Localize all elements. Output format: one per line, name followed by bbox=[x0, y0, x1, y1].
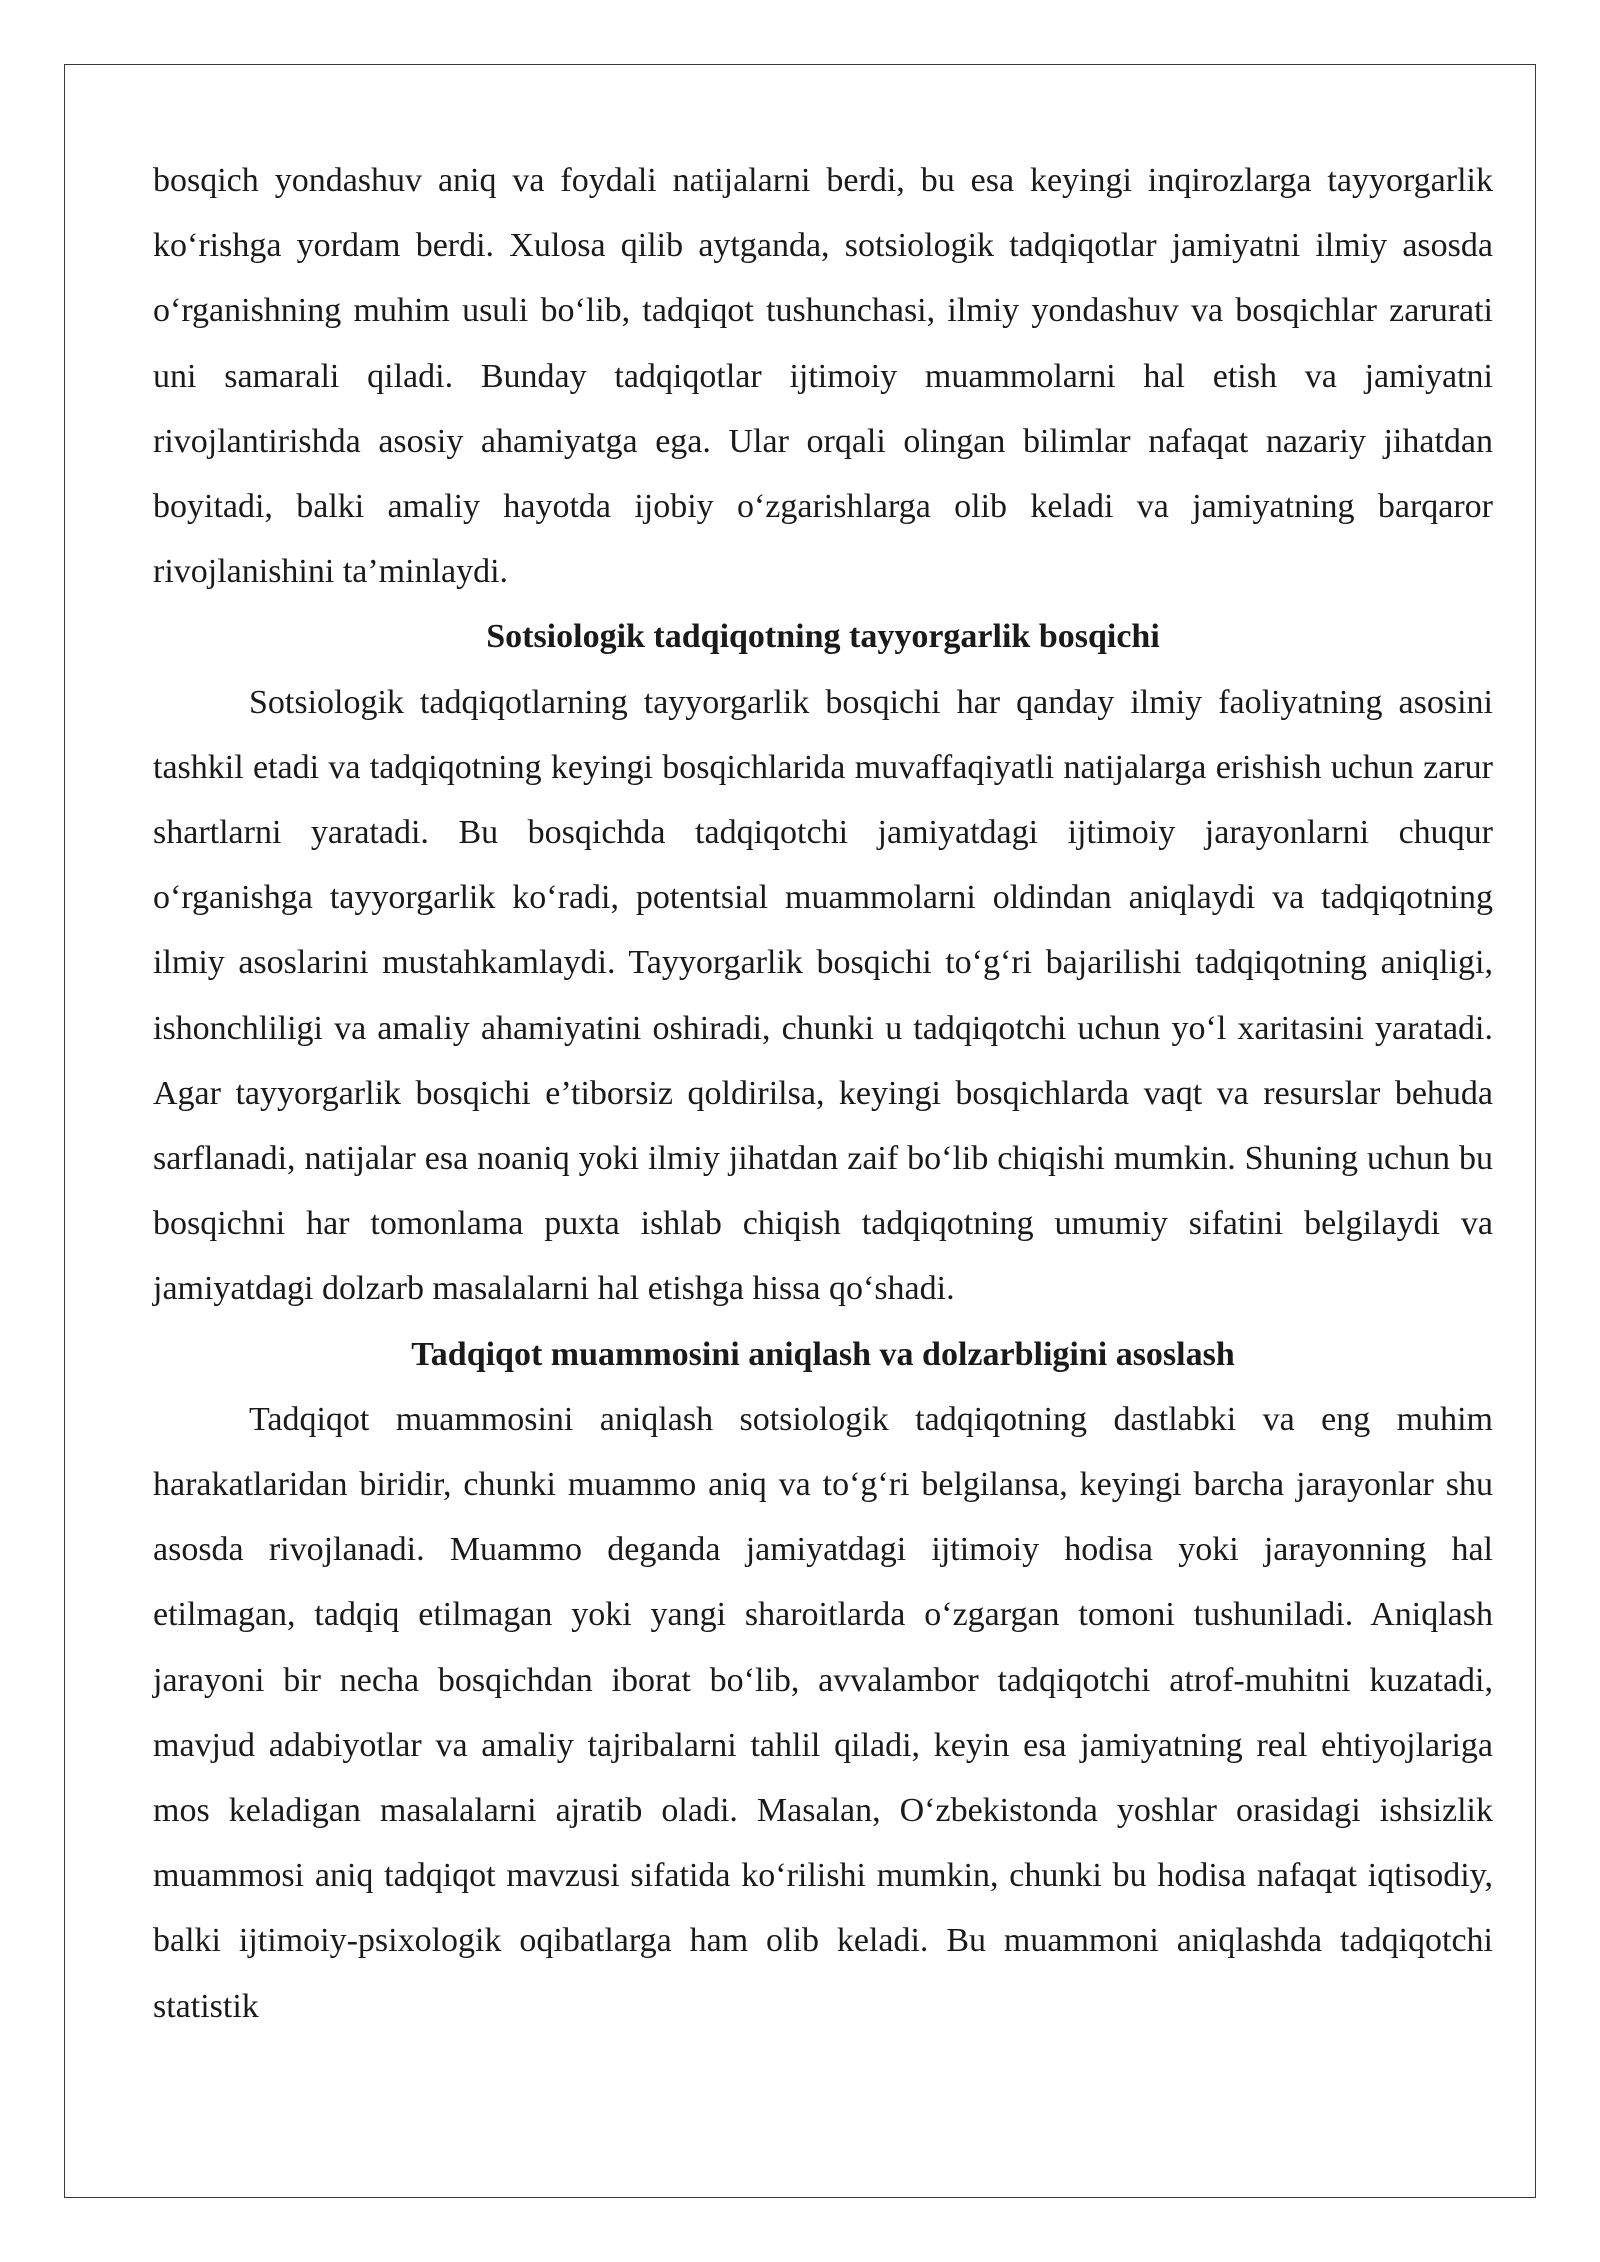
section-heading-preparation-stage: Sotsiologik tadqiqotning tayyorgarlik bosqichi bbox=[486, 618, 1160, 656]
document-body bbox=[153, 148, 1493, 2039]
paragraph-problem-definition: Tadqiqot muammosini aniqlash sotsiologik tadqiqotning dastlabki va eng muhim harakatlaridan biridir, chunki muammo aniq va to‘g‘ri belgilansa, keyingi barcha jarayonlar shu asosda rivojlanadi. Muammo deganda jamiyatdagi ijtimoiy hodisa yoki jarayonning hal etilmagan, tadqiq etilmagan yoki yangi sharoitlarda o‘zgargan tomoni tushuniladi. Aniqlash jarayoni bir necha bosqichdan iborat bo‘lib, avvalambor tadqiqotchi atrof-muhitni kuzatadi, mavjud adabiyotlar va amaliy tajribalarni tahlil qiladi, keyin esa jamiyatning real ehtiyojlariga mos keladigan masalalarni ajratib oladi. Masalan, O‘zbekistonda yoshlar orasidagi ishsizlik muammosi aniq tadqiqot mavzusi sifatida ko‘rilishi mumkin, chunki bu hodisa nafaqat iqtisodiy, balki ijtimoiy-psixologik oqibatlarga ham olib keladi. Bu muammoni aniqlashda tadqiqotchi statistik bbox=[153, 1400, 1493, 2025]
paragraph-preparation-stage: Sotsiologik tadqiqotlarning tayyorgarlik bosqichi har qanday ilmiy faoliyatning asosini tashkil etadi va tadqiqotning keyingi bosqichlarida muvaffaqiyatli natijalarga erishish uchun zarur shartlarni yaratadi. Bu bosqichda tadqiqotchi jamiyatdagi ijtimoiy jarayonlarni chuqur o‘rganishga tayyorgarlik ko‘radi, potentsial muammolarni oldindan aniqlaydi va tadqiqotning ilmiy asoslarini mustahkamlaydi. Tayyorgarlik bosqichi to‘g‘ri bajarilishi tadqiqotning aniqligi, ishonchliligi va amaliy ahamiyatini oshiradi, chunki u tadqiqotchi uchun yo‘l xaritasini yaratadi. Agar tayyorgarlik bosqichi e’tiborsiz qoldirilsa, keyingi bosqichlarda vaqt va resurslar behuda sarflanadi, natijalar esa noaniq yoki ilmiy jihatdan zaif bo‘lib chiqishi mumkin. Shuning uchun bu bosqichni har tomonlama puxta ishlab chiqish tadqiqotning umumiy sifatini belgilaydi va jamiyatdagi dolzarb masalalarni hal etishga hissa qo‘shadi. bbox=[153, 683, 1493, 1308]
paragraph-intro: bosqich yondashuv aniq va foydali natijalarni berdi, bu esa keyingi inqirozlarga tayyorgarlik ko‘rishga yordam berdi. Xulosa qilib aytganda, sotsiologik tadqiqotlar jamiyatni ilmiy asosda o‘rganishning muhim usuli bo‘lib, tadqiqot tushunchasi, ilmiy yondashuv va bosqichlar zarurati uni samarali qiladi. Bunday tadqiqotlar ijtimoiy muammolarni hal etish va jamiyatni rivojlantirishda asosiy ahamiyatga ega. Ular orqali olingan bilimlar nafaqat nazariy jihatdan boyitadi, balki amaliy hayotda ijobiy o‘zgarishlarga olib keladi va jamiyatning barqaror rivojlanishini ta’minlaydi. bbox=[153, 162, 1493, 591]
section-heading-problem-definition: Tadqiqot muammosini aniqlash va dolzarbligini asoslash bbox=[411, 1335, 1235, 1373]
